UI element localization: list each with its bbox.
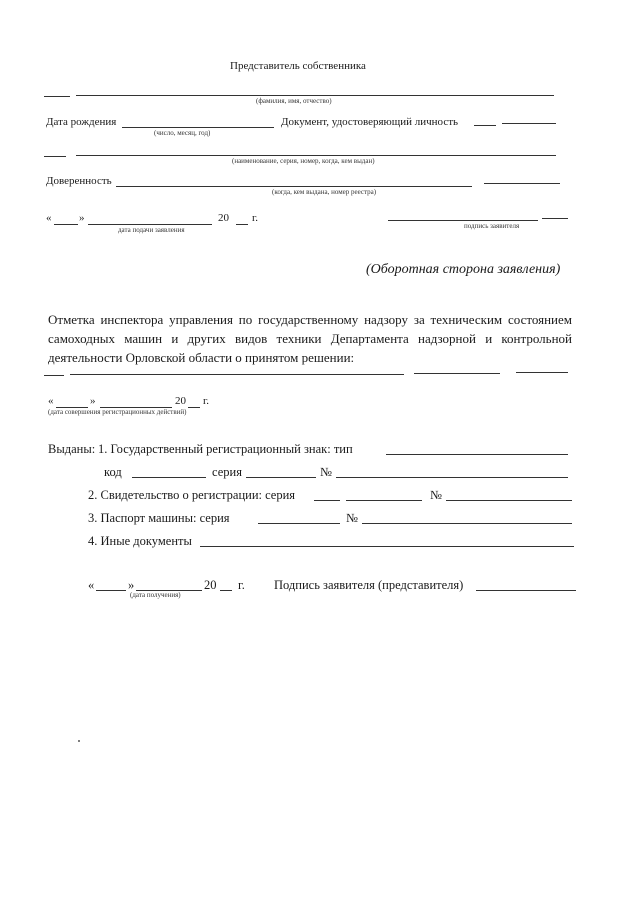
plate-number-label: № bbox=[320, 465, 332, 479]
id-document-line-start bbox=[44, 156, 66, 157]
power-of-attorney-field[interactable] bbox=[116, 186, 472, 187]
passport-number-field[interactable] bbox=[362, 523, 572, 524]
issued-intro-label: Выданы: bbox=[48, 442, 96, 456]
submission-date-caption: дата подачи заявления bbox=[118, 226, 185, 234]
registration-year-suffix: г. bbox=[203, 395, 210, 407]
fio-line bbox=[76, 95, 554, 96]
receipt-date-close-quote: » bbox=[128, 578, 135, 592]
submission-day-field[interactable] bbox=[54, 224, 78, 225]
power-of-attorney-field-end[interactable] bbox=[484, 183, 560, 184]
id-document-field-a[interactable] bbox=[474, 125, 496, 126]
id-document-field-b[interactable] bbox=[502, 123, 556, 124]
receipt-year-suffix: г. bbox=[238, 578, 245, 592]
registration-date-close-quote: » bbox=[90, 395, 96, 407]
scan-speck bbox=[78, 740, 80, 742]
certificate-number-field[interactable] bbox=[446, 500, 572, 501]
representative-title: Представитель собственника bbox=[230, 60, 366, 72]
birth-date-caption: (число, месяц, год) bbox=[154, 129, 211, 137]
plate-code-field[interactable] bbox=[132, 477, 206, 478]
power-of-attorney-caption: (когда, кем выдана, номер реестра) bbox=[272, 188, 377, 196]
reverse-side-label: (Оборотная сторона заявления) bbox=[366, 262, 561, 277]
registration-date-caption: (дата совершения регистрационных действий) bbox=[48, 408, 187, 416]
plate-number-field[interactable] bbox=[336, 477, 568, 478]
signature-field-end bbox=[542, 218, 568, 219]
birth-date-label: Дата рождения bbox=[46, 116, 117, 128]
signature-field[interactable] bbox=[388, 220, 538, 221]
passport-series-field[interactable] bbox=[258, 523, 340, 524]
receipt-date-caption: (дата получения) bbox=[130, 591, 181, 599]
decision-line-start bbox=[44, 375, 64, 376]
plate-type-field[interactable] bbox=[386, 454, 568, 455]
birth-date-field[interactable] bbox=[122, 127, 274, 128]
decision-line[interactable] bbox=[70, 374, 404, 375]
id-document-line[interactable] bbox=[76, 155, 556, 156]
receipt-year-field[interactable] bbox=[220, 590, 232, 591]
receipt-day-field[interactable] bbox=[96, 590, 126, 591]
registration-year-prefix: 20 bbox=[175, 395, 186, 407]
fio-line-start bbox=[44, 96, 70, 97]
plate-series-field[interactable] bbox=[246, 477, 316, 478]
decision-line-end[interactable] bbox=[516, 372, 568, 373]
fio-caption: (фамилия, имя, отчество) bbox=[256, 97, 332, 105]
receipt-date-open-quote: « bbox=[88, 578, 95, 592]
id-document-caption: (наименование, серия, номер, когда, кем выдан) bbox=[232, 157, 375, 165]
id-document-label: Документ, удостоверяющий личность bbox=[281, 116, 459, 128]
issued-item-other-label: 4. Иные документы bbox=[88, 534, 192, 548]
signature-caption: подпись заявителя bbox=[464, 222, 520, 230]
decision-line-mid[interactable] bbox=[414, 373, 500, 374]
issued-item-passport-label: 3. Паспорт машины: серия bbox=[88, 511, 230, 525]
receipt-year-prefix: 20 bbox=[204, 578, 217, 592]
power-of-attorney-label: Доверенность bbox=[46, 175, 112, 187]
certificate-number-label: № bbox=[430, 488, 442, 502]
submission-date-close-quote: » bbox=[79, 212, 85, 224]
receipt-signature-field[interactable] bbox=[476, 590, 576, 591]
receipt-signature-label: Подпись заявителя (представителя) bbox=[274, 578, 464, 592]
registration-date-open-quote: « bbox=[48, 395, 54, 407]
issued-item-plate-label: 1. Государственный регистрационный знак: тип bbox=[98, 442, 353, 456]
submission-year-suffix: г. bbox=[252, 212, 259, 224]
passport-number-label: № bbox=[346, 511, 358, 525]
registration-year-field[interactable] bbox=[188, 407, 200, 408]
issued-item-certificate-label: 2. Свидетельство о регистрации: серия bbox=[88, 488, 296, 502]
submission-month-field[interactable] bbox=[88, 224, 212, 225]
plate-series-label: серия bbox=[212, 465, 242, 479]
certificate-series-field-a[interactable] bbox=[314, 500, 340, 501]
plate-code-label: код bbox=[104, 465, 122, 479]
certificate-series-field-b[interactable] bbox=[346, 500, 422, 501]
other-documents-field[interactable] bbox=[200, 546, 574, 547]
inspector-note-text: Отметка инспектора управления по государственному надзору за техническим состоянием самоходных машин и других видов техники Департамента надзорной и контрольной деятельности Орловской области о принятом решении: bbox=[48, 312, 572, 365]
submission-date-open-quote: « bbox=[46, 212, 52, 224]
submission-year-field[interactable] bbox=[236, 224, 248, 225]
submission-year-prefix: 20 bbox=[218, 212, 229, 224]
